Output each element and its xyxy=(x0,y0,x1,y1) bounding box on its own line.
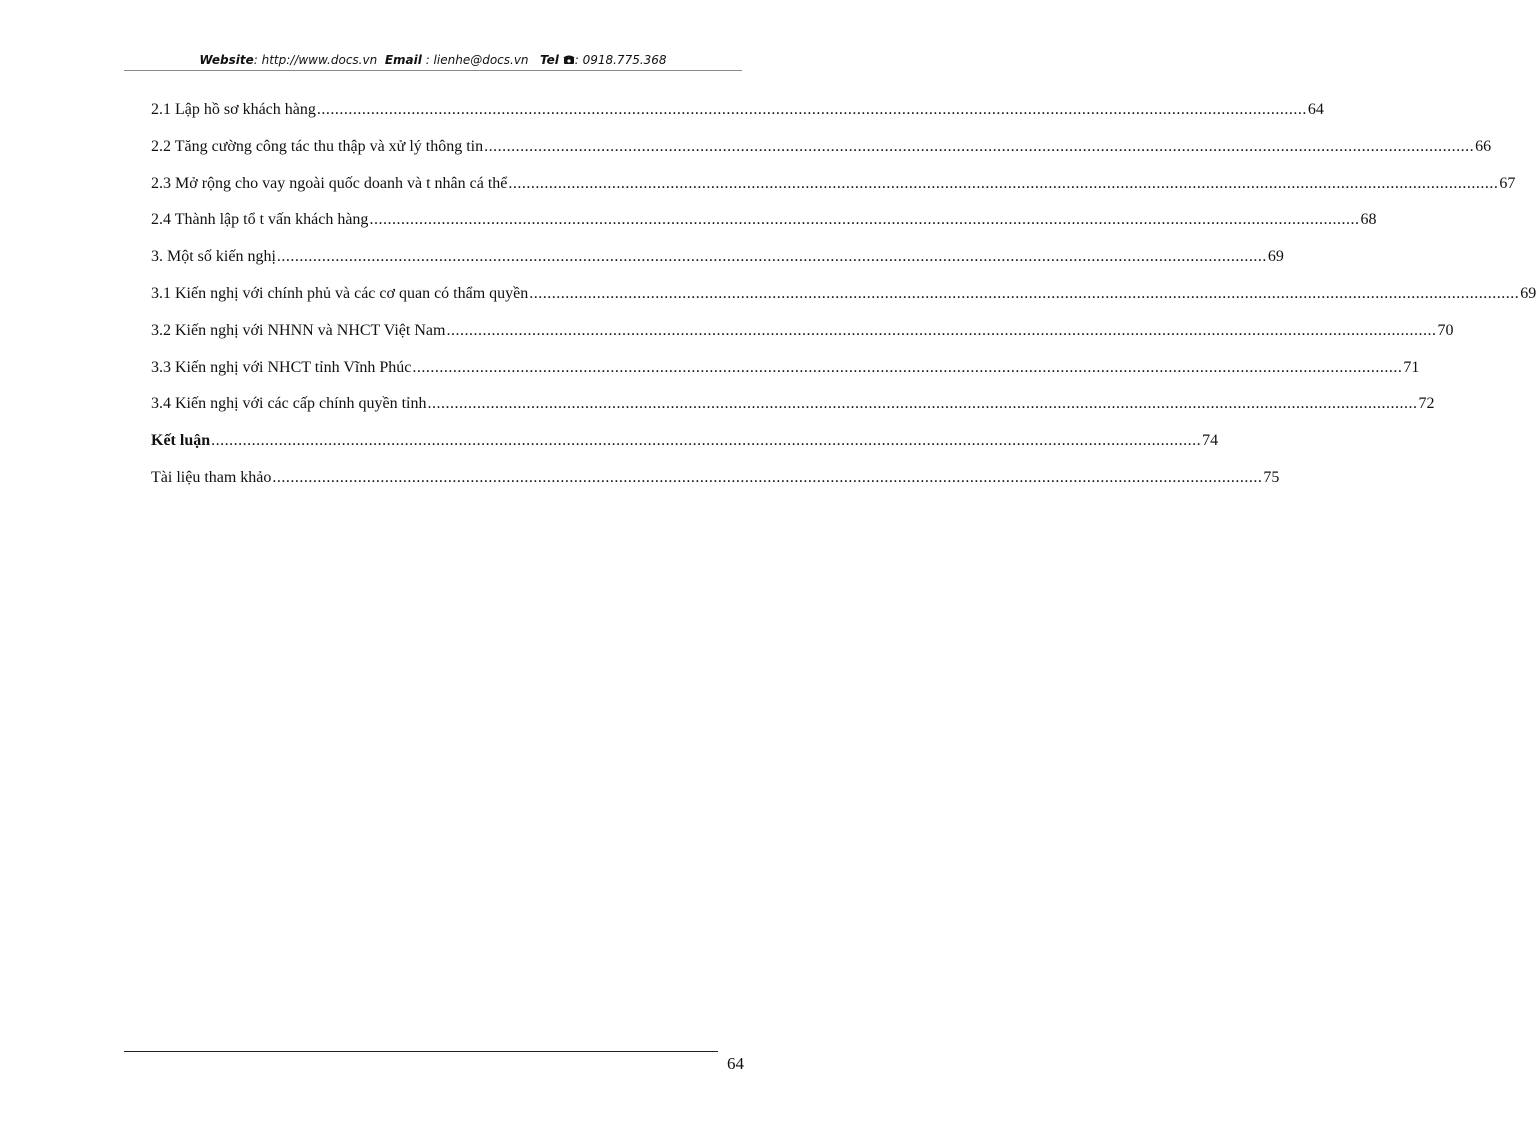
toc-entry-page: 71 xyxy=(1403,358,1420,376)
toc-entry xyxy=(151,172,1516,209)
toc-entry xyxy=(151,392,1435,429)
toc-entry-title: 3.2 Kiến nghị với NHNN và NHCT Việt Nam xyxy=(151,321,446,339)
toc-entry-title: 3.3 Kiến nghị với NHCT tỉnh Vĩnh Phúc xyxy=(151,358,412,376)
toc-entry-page: 70 xyxy=(1437,321,1454,339)
toc-entry-title: Kết luận xyxy=(151,432,211,450)
phone-icon xyxy=(563,51,575,71)
toc-entry-page: 72 xyxy=(1418,395,1435,413)
toc-entry-page: 69 xyxy=(1267,248,1284,266)
footer-divider xyxy=(124,1051,718,1052)
table-of-contents xyxy=(151,98,1536,503)
tel-value: : 0918.775.368 xyxy=(574,53,667,67)
toc-entry xyxy=(151,319,1454,356)
toc-dot-leader: ............................................................................................................................................................................................................................ xyxy=(508,174,1499,192)
toc-entry xyxy=(151,98,1324,135)
toc-entry xyxy=(151,208,1377,245)
toc-entry xyxy=(151,466,1280,503)
toc-entry-page: 67 xyxy=(1499,174,1516,192)
toc-entry xyxy=(151,282,1536,319)
website-value: : http://www.docs.vn xyxy=(253,53,378,67)
toc-entry-page: 69 xyxy=(1520,284,1536,302)
toc-entry-title: 3.1 Kiến nghị với chính phủ và các cơ quan có thẩm quyền xyxy=(151,284,529,302)
toc-dot-leader: ............................................................................................................................................................................................................................ xyxy=(427,395,1418,413)
toc-entry xyxy=(151,429,1219,466)
toc-dot-leader: ............................................................................................................................................................................................................................ xyxy=(369,211,1360,229)
toc-entry-title: 2.3 Mở rộng cho vay ngoài quốc doanh và t nhân cá thể xyxy=(151,174,508,192)
toc-dot-leader: ............................................................................................................................................................................................................................ xyxy=(412,358,1403,376)
toc-entry-title: 2.2 Tăng cường công tác thu thập và xử lý thông tin xyxy=(151,137,484,155)
toc-entry-title: Tài liệu tham khảo xyxy=(151,468,272,486)
website-label: Website xyxy=(199,53,254,67)
email-label: Email xyxy=(384,53,422,67)
toc-entry xyxy=(151,356,1420,393)
toc-dot-leader: ............................................................................................................................................................................................................................ xyxy=(211,432,1202,450)
tel-label: Tel xyxy=(540,53,559,67)
toc-entry-page: 64 xyxy=(1307,101,1324,118)
toc-entry-title: 2.1 Lập hồ sơ khách hàng xyxy=(151,101,316,118)
toc-entry xyxy=(151,135,1492,172)
header-divider xyxy=(124,70,742,71)
toc-entry-page: 74 xyxy=(1202,432,1219,450)
toc-dot-leader: ............................................................................................................................................................................................................................ xyxy=(446,321,1437,339)
toc-dot-leader: ............................................................................................................................................................................................................................ xyxy=(272,468,1263,486)
toc-entry-title: 3.4 Kiến nghị với các cấp chính quyền tỉnh xyxy=(151,395,427,413)
toc-entry-page: 66 xyxy=(1475,137,1492,155)
page-number: 64 xyxy=(727,1054,744,1073)
toc-dot-leader: ............................................................................................................................................................................................................................ xyxy=(529,284,1520,302)
toc-entry-page: 75 xyxy=(1263,468,1280,486)
toc-dot-leader: ............................................................................................................................................................................................................................ xyxy=(484,137,1475,155)
toc-dot-leader: ............................................................................................................................................................................................................................ xyxy=(276,248,1267,266)
toc-entry-title: 3. Một số kiến nghị xyxy=(151,248,276,266)
toc-entry xyxy=(151,245,1284,282)
email-value: : lienhe@docs.vn xyxy=(425,53,529,67)
toc-entry-page: 68 xyxy=(1360,211,1377,229)
toc-entry-title: 2.4 Thành lập tổ t vấn khách hàng xyxy=(151,211,369,229)
page-header xyxy=(124,50,742,70)
toc-dot-leader: ............................................................................................................................................................................................................................ xyxy=(316,101,1307,118)
